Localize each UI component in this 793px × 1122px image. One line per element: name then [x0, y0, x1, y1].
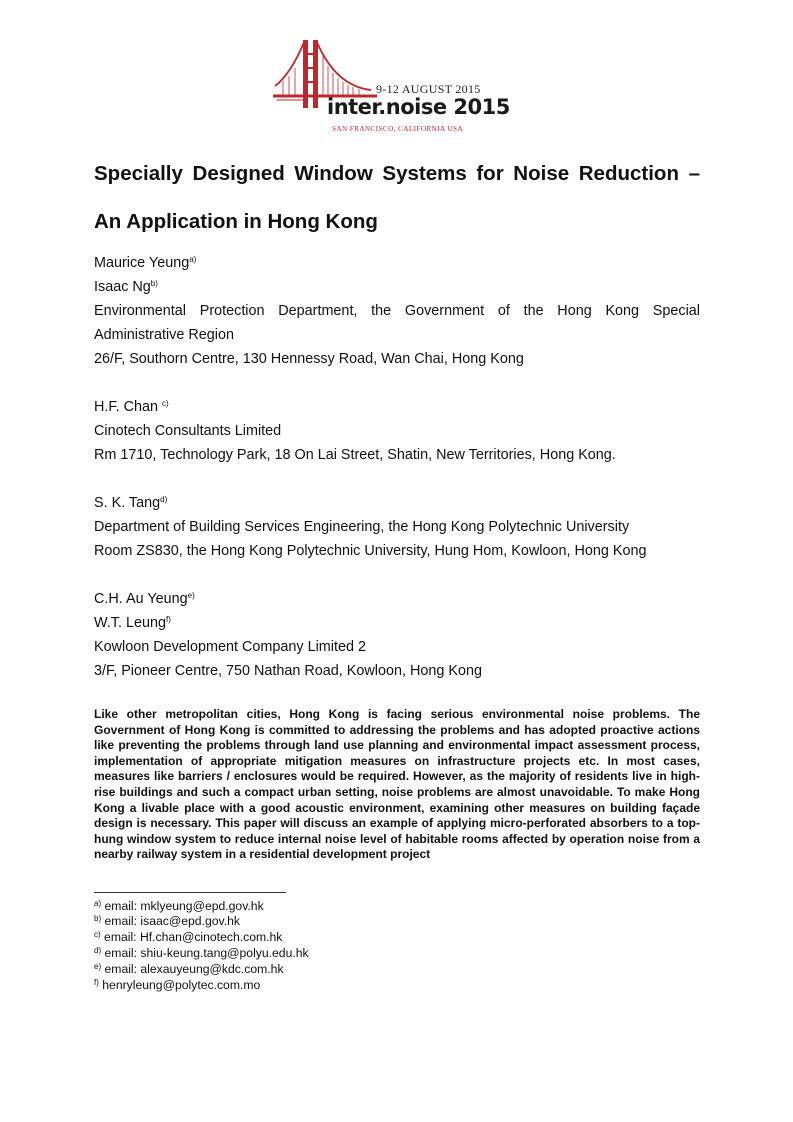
author-mark: a): [189, 255, 197, 264]
author-yeung: [94, 253, 196, 273]
author-name: H.F. Chan: [94, 399, 162, 415]
address-kdc: 3/F, Pioneer Centre, 750 Nathan Road, Kowloon, Hong Kong: [94, 663, 482, 679]
footnote-mark: a): [94, 899, 102, 908]
address-cinotech: Rm 1710, Technology Park, 18 On Lai Street, Shatin, New Territories, Hong Kong.: [94, 447, 616, 463]
footnote-mark: c): [94, 930, 101, 939]
paper-title: Specially Designed Window Systems for Noise Reduction – An Application in Hong Kong: [94, 162, 700, 233]
footnote-mark: f): [94, 978, 99, 987]
author-mark: b): [150, 279, 158, 288]
footnote-text: email: mklyeung@epd.gov.hk: [101, 899, 264, 913]
footnote-mark: d): [94, 946, 102, 955]
author-name: S. K. Tang: [94, 495, 161, 511]
footnote-text: email: Hf.chan@cinotech.com.hk: [100, 930, 283, 944]
author-au-yeung: [94, 589, 195, 609]
author-ng: [94, 277, 158, 297]
author-name: Maurice Yeung: [94, 255, 190, 271]
author-tang: [94, 493, 167, 513]
footnote-text: henryleung@polytec.com.mo: [98, 978, 261, 992]
affiliation-kdc: Kowloon Development Company Limited 2: [94, 639, 366, 655]
address-epd: 26/F, Southorn Centre, 130 Hennessy Road, Wan Chai, Hong Kong: [94, 351, 524, 367]
affiliation-cinotech: Cinotech Consultants Limited: [94, 423, 282, 439]
footnote-text: email: isaac@epd.gov.hk: [101, 914, 240, 928]
footnote: [94, 899, 264, 914]
conference-name: inter.noise 2015: [327, 95, 510, 119]
footnote-text: email: alexauyeung@kdc.com.hk: [101, 962, 284, 976]
author-mark: f): [166, 615, 171, 624]
author-name: C.H. Au Yeung: [94, 591, 188, 607]
footnote-text: email: shiu-keung.tang@polyu.edu.hk: [101, 946, 309, 960]
footnote: [94, 962, 284, 977]
abstract: Like other metropolitan cities, Hong Kong is facing serious environmental noise problems. The Government of Hong Kong is committed to addressing the problems and has adopted proactive actions like preventing the problems through land use planning and environmental impact assessment process, implementation of appropriate mitigation measures on infrastructure projects etc. In most cases, measures like barriers / enclosures would be required. However, as the majority of residents live in high-rise buildings and such a compact urban setting, noise problems are almost unavoidable. To make Hong Kong a livable place with a good acoustic environment, examining other measures on building façade design is necessary. This paper will discuss an example of applying micro-perforated absorbers to a top-hung window system to reduce internal noise level of habitable rooms affected by operation noise from a nearby railway system in a residential development project: [94, 707, 700, 862]
author-name: W.T. Leung: [94, 615, 166, 631]
affiliation-epd: Environmental Protection Department, the Government of the Hong Kong Special Administrative Region: [94, 303, 700, 343]
footnote: [94, 946, 309, 961]
footnote: [94, 978, 260, 993]
author-mark: e): [187, 591, 195, 600]
footnote-mark: b): [94, 914, 102, 923]
author-mark: c): [161, 399, 169, 408]
footnote: [94, 914, 240, 929]
footnote: [94, 930, 282, 945]
address-polyu: Room ZS830, the Hong Kong Polytechnic University, Hung Hom, Kowloon, Hong Kong: [94, 543, 647, 559]
conference-date: 9-12 AUGUST 2015: [376, 82, 481, 96]
footnote-divider: [94, 892, 286, 893]
author-name: Isaac Ng: [94, 279, 151, 295]
author-mark: d): [160, 495, 168, 504]
conference-logo: [273, 34, 513, 136]
footnote-mark: e): [94, 962, 102, 971]
affiliation-polyu: Department of Building Services Engineering, the Hong Kong Polytechnic University: [94, 519, 630, 535]
author-leung: [94, 613, 171, 633]
conference-location: SAN FRANCISCO, CALIFORNIA USA: [332, 125, 464, 133]
author-chan: [94, 397, 169, 417]
